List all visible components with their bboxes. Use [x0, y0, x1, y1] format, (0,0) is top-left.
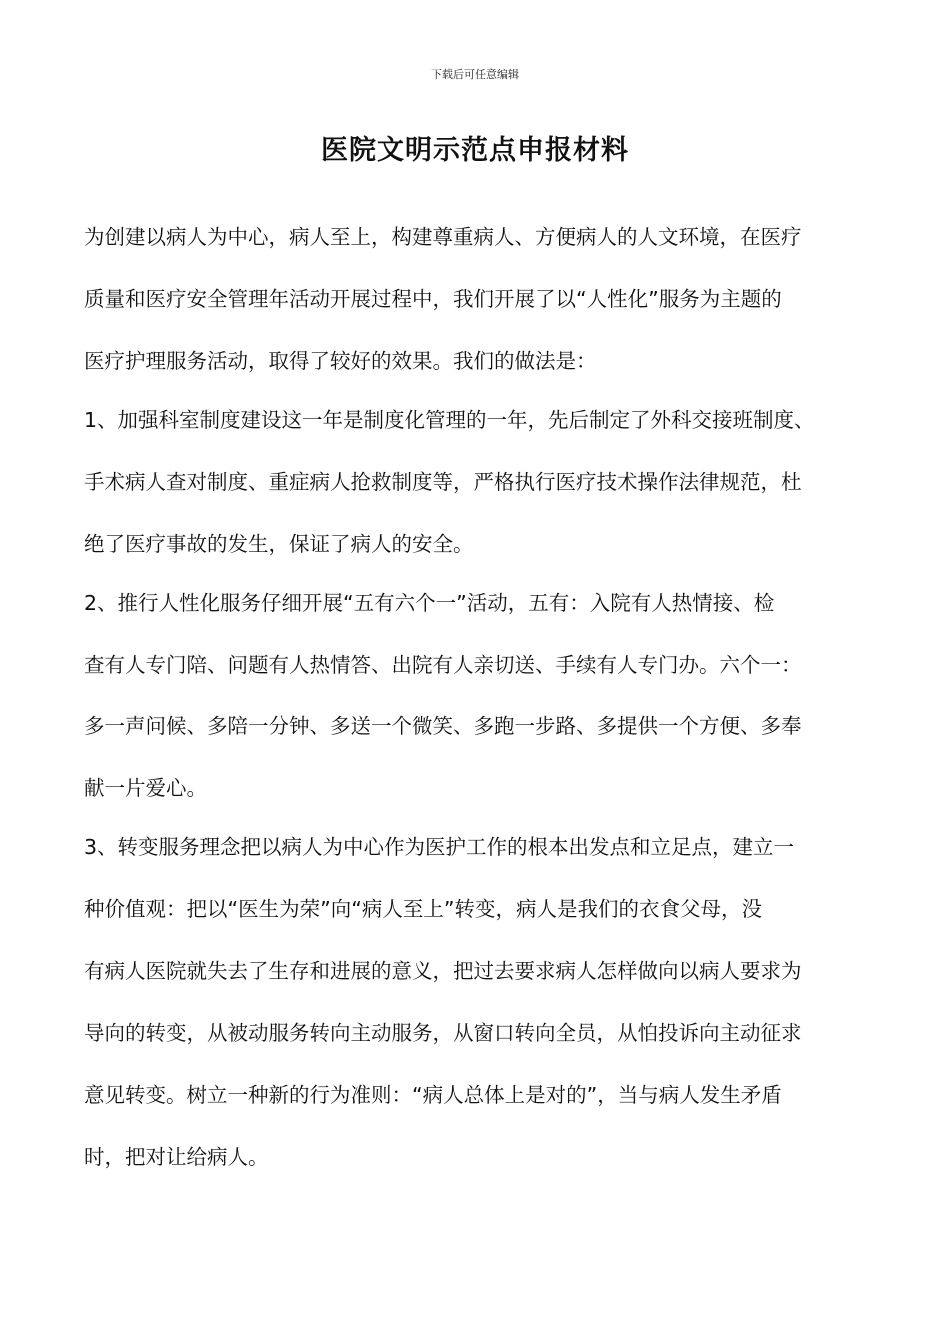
paragraph-line: 绝了医疗事故的发生，保证了病人的安全。: [84, 532, 474, 556]
header-note: 下载后可任意编辑: [431, 68, 519, 81]
paragraph-line: 质量和医疗安全管理年活动开展过程中，我们开展了以“人性化”服务为主题的: [84, 287, 782, 311]
paragraph-line: 查有人专门陪、问题有人热情答、出院有人亲切送、手续有人专门办。六个一：: [84, 653, 802, 677]
paragraph-line: 为创建以病人为中心，病人至上，构建尊重病人、方便病人的人文环境，在医疗: [84, 225, 802, 249]
paragraph-line: 献一片爱心。: [84, 776, 207, 800]
paragraph-line: 2、推行人性化服务仔细开展“五有六个一”活动，五有：入院有人热情接、检: [84, 591, 775, 615]
paragraph-line: 导向的转变，从被动服务转向主动服务，从窗口转向全员，从怕投诉向主动征求: [84, 1021, 802, 1045]
paragraph-line: 1、加强科室制度建设这一年是制度化管理的一年，先后制定了外科交接班制度、: [84, 408, 815, 432]
document-title: 医院文明示范点申报材料: [321, 135, 629, 166]
paragraph-line: 多一声问候、多陪一分钟、多送一个微笑、多跑一步路、多提供一个方便、多奉: [84, 714, 802, 738]
paragraph-line: 种价值观：把以“医生为荣”向“病人至上”转变，病人是我们的衣食父母，没: [84, 897, 762, 921]
paragraph-line: 时，把对让给病人。: [84, 1145, 269, 1169]
paragraph-line: 手术病人查对制度、重症病人抢救制度等，严格执行医疗技术操作法律规范，杜: [84, 470, 802, 494]
paragraph-line: 医疗护理服务活动，取得了较好的效果。我们的做法是：: [84, 349, 597, 373]
paragraph-line: 有病人医院就失去了生存和进展的意义，把过去要求病人怎样做向以病人要求为: [84, 959, 802, 983]
paragraph-line: 3、转变服务理念把以病人为中心作为医护工作的根本出发点和立足点，建立一: [84, 835, 795, 859]
paragraph-line: 意见转变。树立一种新的行为准则：“病人总体上是对的”，当与病人发生矛盾: [84, 1083, 782, 1107]
